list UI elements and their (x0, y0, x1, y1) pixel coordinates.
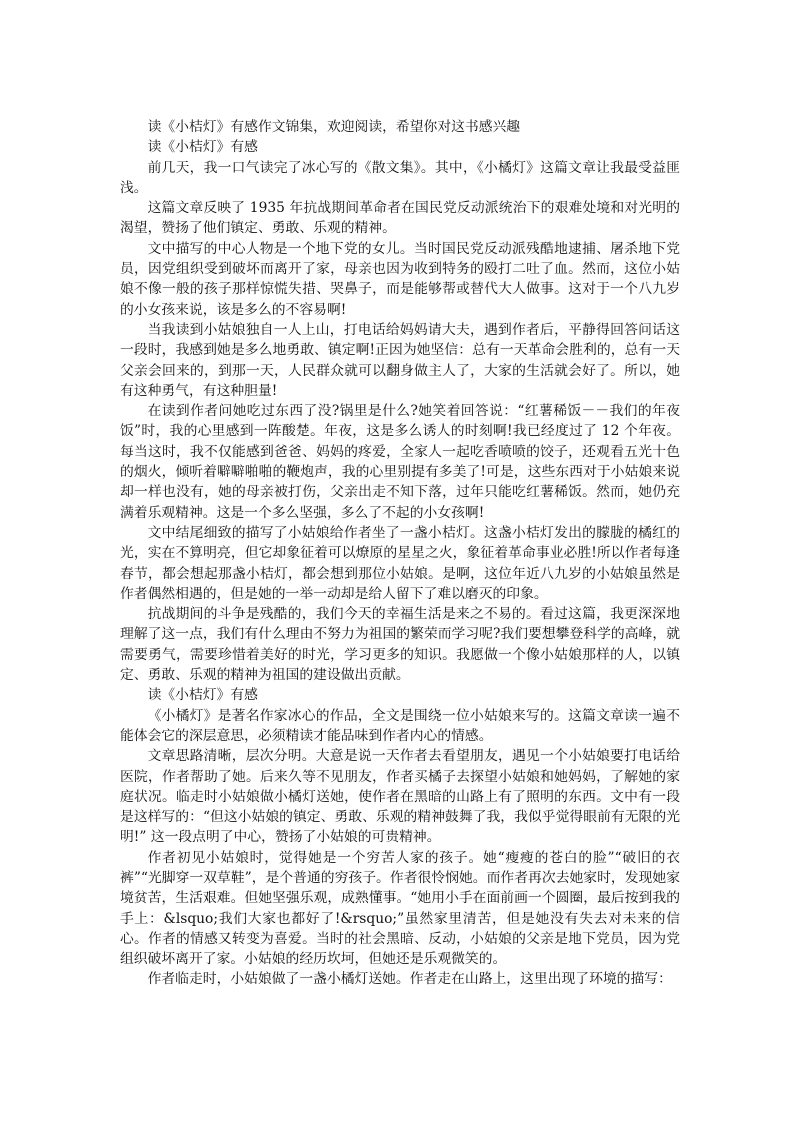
body-paragraph: 《小橘灯》是著名作家冰心的作品，全文是围绕一位小姑娘来写的。这篇文章读一遍不能体会它的深层意思，必须精读才能品味到作者内心的情感。 (120, 707, 680, 744)
body-paragraph: 当我读到小姑娘独自一人上山，打电话给妈妈请大夫，遇到作者后，平静得回答问话这一段时，我感到她是多么地勇敢、镇定啊!正因为她坚信：总有一天革命会胜利的，总有一天父亲会回来的，到那一天，人民群众就可以翻身做主人了，大家的生活就会好了。所以，她有这种勇气，有这种胆量! (120, 321, 680, 399)
body-paragraph: 作者初见小姑娘时，觉得她是一个穷苦人家的孩子。她“瘦瘦的苍白的脸”“破旧的衣裤”“光脚穿一双草鞋”，是个普通的穷孩子。作者很怜悯她。而作者再次去她家时，发现她家境贫苦，生活艰难。但她坚强乐观，成熟懂事。“她用小手在面前画一个圆圈，最后按到我的手上：&lsquo;我们大家也都好了!&rsquo;”虽然家里清苦，但是她没有失去对未来的信心。作者的情感又转变为喜爱。当时的社会黑暗、反动，小姑娘的父亲是地下党员，因为党组织破坏离开了家。小姑娘的经历坎坷，但她还是乐观微笑的。 (120, 849, 680, 968)
body-paragraph: 文中结尾细致的描写了小姑娘给作者坐了一盏小桔灯。这盏小桔灯发出的朦胧的橘红的光，实在不算明亮，但它却象征着可以燎原的星星之火，象征着革命事业必胜!所以作者每逢春节，都会想起那盏小桔灯，都会想到那位小姑娘。是啊，这位年近八九岁的小姑娘虽然是作者偶然相遇的，但是她的一举一动却是给人留下了难以磨灭的印象。 (120, 524, 680, 602)
section-heading: 读《小桔灯》有感 (147, 687, 258, 704)
body-paragraph: 前几天，我一口气读完了冰心写的《散文集》。其中，《小橘灯》这篇文章让我最受益匪浅。 (120, 159, 680, 196)
section-heading: 读《小桔灯》有感 (147, 139, 258, 156)
body-paragraph: 这篇文章反映了 1935 年抗战期间革命者在国民党反动派统治下的艰难处境和对光明的渴望，赞扬了他们镇定、勇敢、乐观的精神。 (120, 200, 680, 237)
document-page (120, 117, 680, 990)
body-paragraph: 文章思路清晰，层次分明。大意是说一天作者去看望朋友，遇见一个小姑娘要打电话给医院，作者帮助了她。后来久等不见朋友，作者买橘子去探望小姑娘和她妈妈，了解她的家庭状况。临走时小姑娘做小橘灯送她，使作者在黑暗的山路上有了照明的东西。文中有一段是这样写的：“但这小姑娘的镇定、勇敢、乐观的精神鼓舞了我，我似乎觉得眼前有无限的光明!” 这一段点明了中心，赞扬了小姑娘的可贵精神。 (120, 748, 680, 846)
body-paragraph: 抗战期间的斗争是残酷的，我们今天的幸福生活是来之不易的。看过这篇，我更深深地理解了这一点，我们有什么理由不努力为祖国的繁荣而学习呢?我们要想攀登科学的高峰，就需要勇气，需要珍惜着美好的时光，学习更多的知识。我愿做一个像小姑娘那样的人，以镇定、勇敢、乐观的精神为祖国的建设做出贡献。 (120, 606, 680, 684)
body-paragraph: 作者临走时，小姑娘做了一盏小橘灯送她。作者走在山路上，这里出现了环境的描写： (147, 971, 672, 988)
body-paragraph: 文中描写的中心人物是一个地下党的女儿。当时国民党反动派残酷地逮捕、屠杀地下党员，因党组织受到破坏而离开了家，母亲也因为收到特务的殴打二吐了血。然而，这位小姑娘不像一般的孩子那样惊慌失措、哭鼻子，而是能够帮或替代大人做事。这对于一个八九岁的小女孩来说，该是多么的不容易啊! (120, 240, 680, 318)
document-title: 读《小桔灯》有感作文锦集，欢迎阅读，希望你对这书感兴趣 (147, 119, 521, 135)
body-paragraph: 在读到作者问她吃过东西了没?锅里是什么?她笑着回答说：“红薯稀饭－－我们的年夜饭”时，我的心里感到一阵酸楚。年夜，这是多么诱人的时刻啊!我已经度过了 12 个年夜。每当这时，我不仅能感到爸爸、妈妈的疼爱，全家人一起吃香喷喷的饺子，还观看五光十色的烟火，倾听着噼噼啪啪的鞭炮声，我的心里别提有多美了!可是，这些东西对于小姑娘来说却一样也没有，她的母亲被打伤，父亲出走不知下落，过年只能吃红薯稀饭。然而，她仍充满着乐观精神。这是一个多么坚强，多么了不起的小女孩啊! (120, 403, 680, 521)
